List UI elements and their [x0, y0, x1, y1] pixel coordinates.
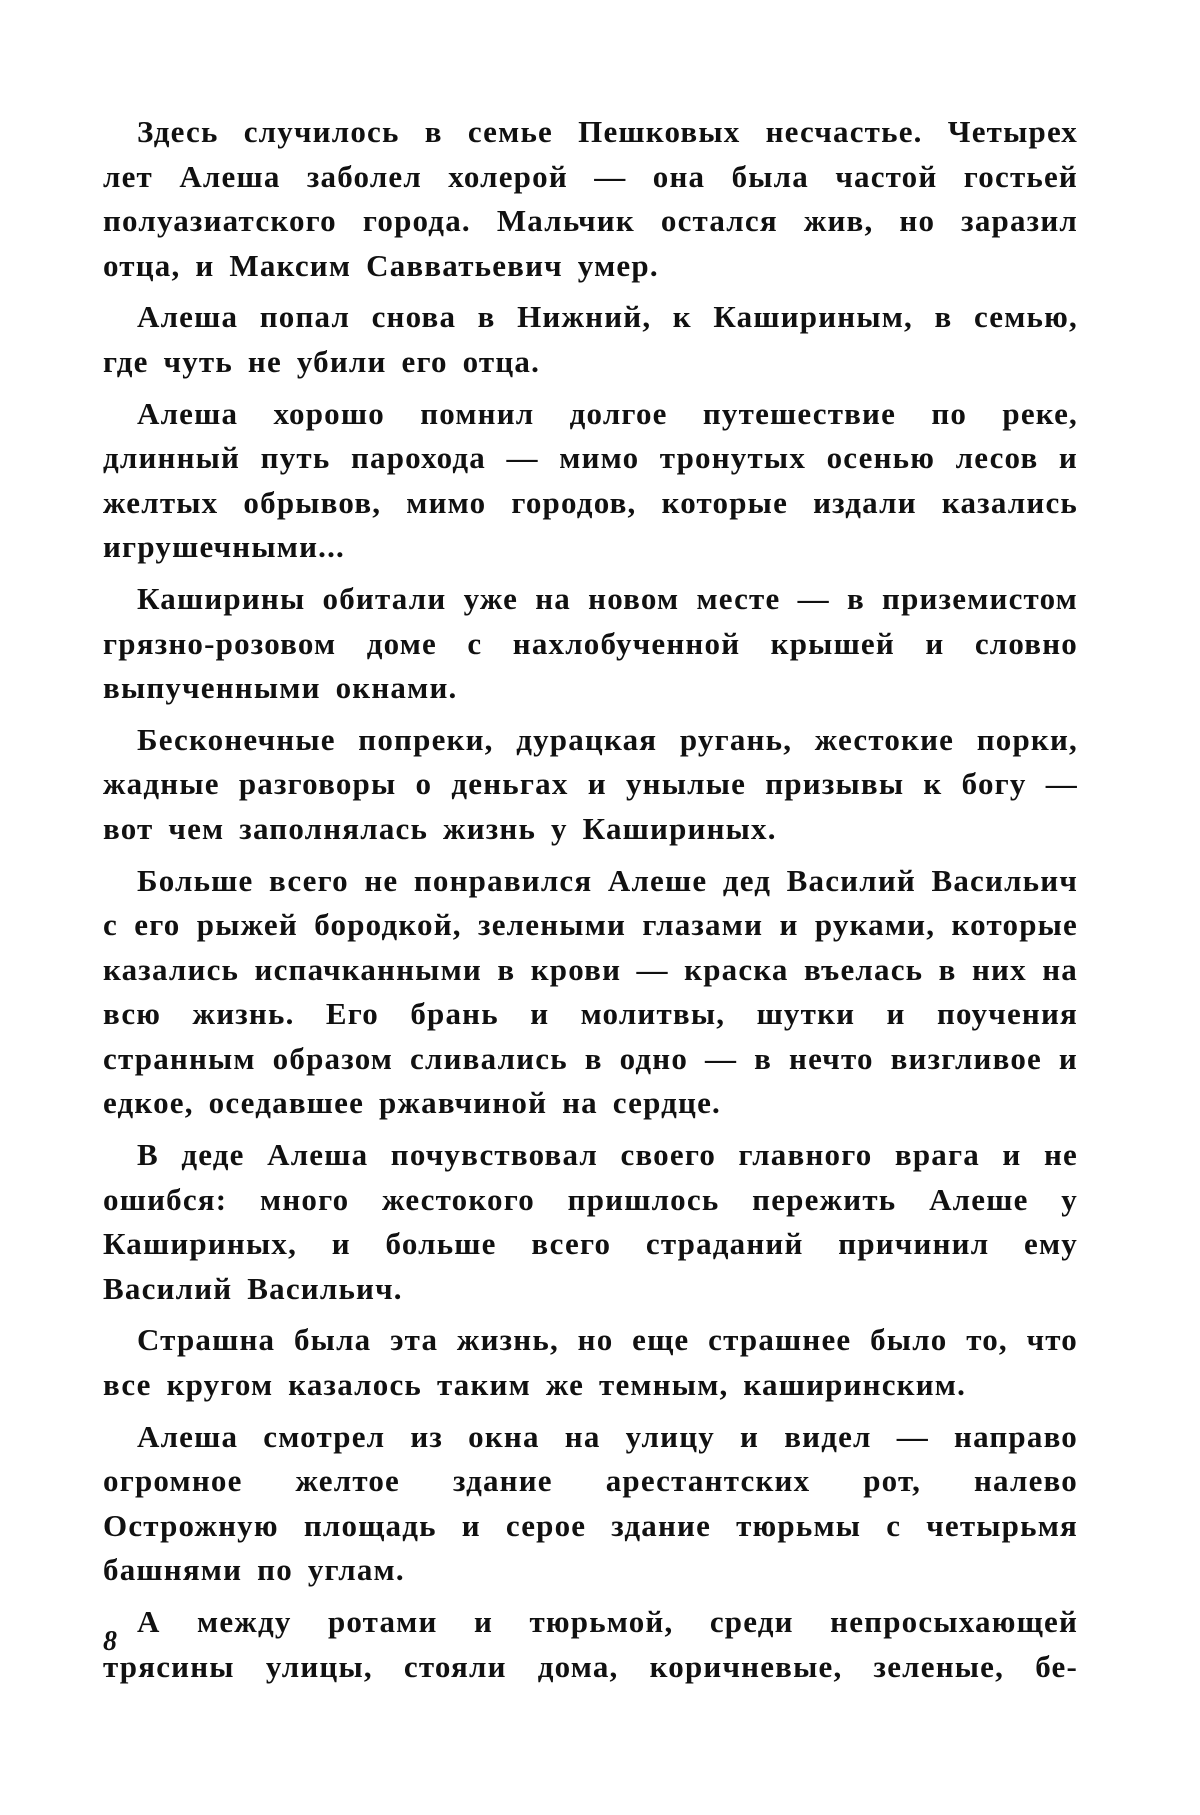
page-number: 8 [103, 1626, 117, 1657]
paragraph-2: Алеша попал снова в Нижний, к Кашириным, в семью, где чуть не убили его отца. [103, 299, 1078, 379]
paragraph-3: Алеша хорошо помнил долгое путешествие по реке, длинный путь парохода — мимо тронутых осенью лесов и желтых обрывов, мимо городов, которые издали казались игрушечными... [103, 395, 1078, 565]
paragraph-1: Здесь случилось в семье Пешковых несчастье. Четырех лет Алеша заболел холерой — она была частой гостьей полуазиатского города. Мальчик остался жив, но заразил отца, и Максим Савватьевич умер. [103, 114, 1078, 283]
paragraph-8: Страшна была эта жизнь, но еще страшнее было то, что все кругом казалось таким же темным, каширинским. [103, 1322, 1078, 1403]
paragraph-7: В деде Алеша почувствовал своего главного врага и не ошибся: много жестокого пришлось пережить Алеше у Кашириных, и больше всего страданий причинил ему Василий Васильич. [103, 1137, 1078, 1306]
paragraph-10: А между ротами и тюрьмой, среди непросыхающей трясины улицы, стояли дома, коричневые, зеленые, бе- [103, 1604, 1078, 1684]
paragraph-5: Бесконечные попреки, дурацкая ругань, жестокие порки, жадные разговоры о деньгах и унылые призывы к богу — вот чем заполнялась жизнь у Кашириных. [103, 721, 1078, 846]
paragraph-9: Алеша смотрел из окна на улицу и видел — направо огромное желтое здание арестантских рот, налево Острожную площадь и серое здание тюрьмы с четырьмя башнями по углам. [103, 1418, 1078, 1588]
paragraph-4: Каширины обитали уже на новом месте — в приземистом грязно-розовом доме с нахлобученной крышей и словно выпученными окнами. [103, 580, 1078, 706]
paragraph-6: Больше всего не понравился Алеше дед Василий Васильич с его рыжей бородкой, зелеными глазами и руками, которые казались испачканными в крови — краска въелась в них на всю жизнь. Его брань и молитвы, шутки и поучения странным образом сливались в одно — в нечто визгливое и едкое, оседавшее ржавчиной на сердце. [103, 862, 1078, 1121]
body-text [103, 110, 1078, 1696]
